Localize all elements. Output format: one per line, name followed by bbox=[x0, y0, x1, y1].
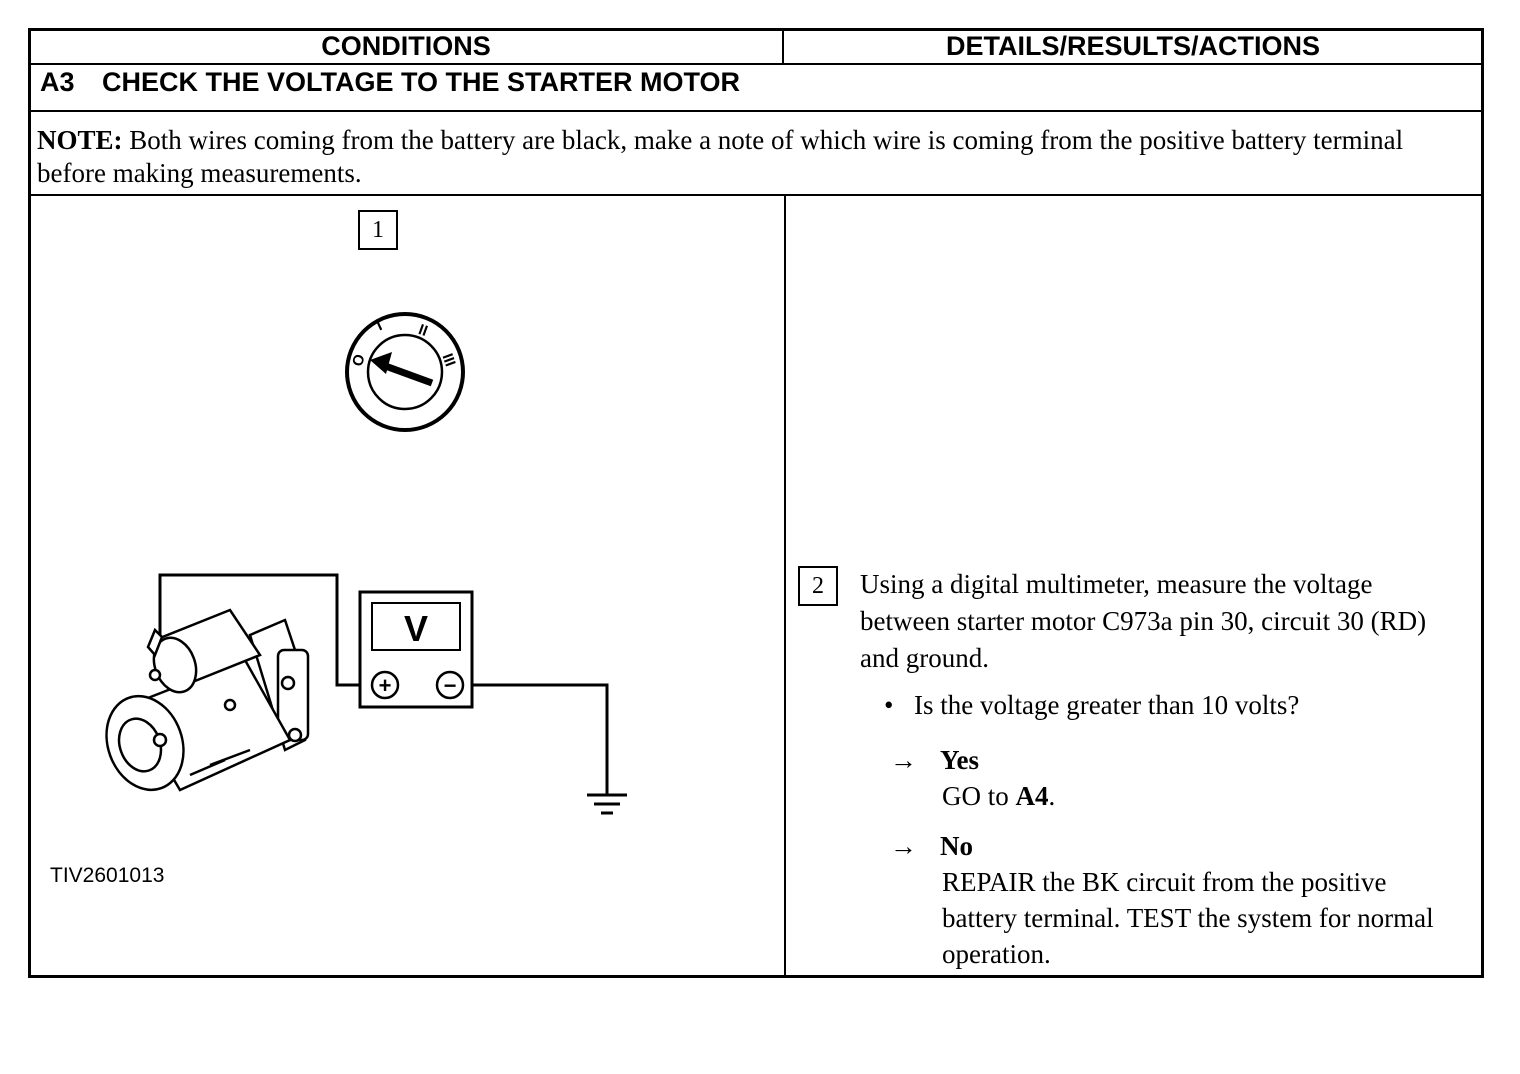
result-no-action: REPAIR the BK circuit from the positive battery terminal. TEST the system for normal operation. bbox=[942, 867, 1434, 969]
result-yes-action-ref: A4 bbox=[1015, 781, 1049, 811]
result-no-arrow: → bbox=[890, 831, 917, 861]
details-heading: DETAILS/RESULTS/ACTIONS bbox=[945, 31, 1320, 61]
meter-minus-symbol: − bbox=[443, 673, 457, 698]
question-bullet: • bbox=[884, 690, 894, 720]
section-title bbox=[40, 62, 740, 102]
note-paragraph bbox=[37, 124, 1457, 190]
note-divider bbox=[30, 194, 1482, 196]
conditions-heading: CONDITIONS bbox=[321, 31, 491, 61]
meter-display: V bbox=[403, 608, 429, 649]
result-yes-action-prefix: GO to bbox=[942, 781, 1016, 811]
section-title-divider bbox=[30, 110, 1482, 112]
meter-plus-symbol: + bbox=[378, 673, 392, 698]
result-no bbox=[890, 828, 1460, 972]
result-yes-action bbox=[942, 778, 1462, 814]
question-item bbox=[884, 690, 1299, 721]
ignition-position-0: O bbox=[349, 352, 369, 369]
note-text: Both wires coming from the battery are black, make a note of which wire is coming from the positive battery terminal before making measurements. bbox=[37, 125, 1404, 188]
ignition-position-2: II bbox=[416, 321, 430, 340]
result-yes-label: Yes bbox=[940, 745, 979, 775]
result-yes bbox=[890, 742, 1460, 816]
section-code: A3 bbox=[40, 67, 75, 97]
section-title-text: CHECK THE VOLTAGE TO THE STARTER MOTOR bbox=[102, 67, 741, 97]
step-2-instruction: Using a digital multimeter, measure the voltage between starter motor C973a pin 30, circuit 30 (RD) and ground. bbox=[860, 569, 1427, 673]
result-yes-action-suffix: . bbox=[1048, 781, 1056, 811]
ignition-position-3: III bbox=[438, 351, 459, 369]
starter-motor bbox=[100, 610, 308, 801]
starter-circuit-diagram bbox=[100, 565, 660, 835]
negative-test-lead bbox=[457, 685, 607, 795]
ignition-switch-diagram bbox=[330, 300, 480, 450]
body-column-divider bbox=[784, 195, 786, 977]
multimeter bbox=[360, 592, 472, 707]
ignition-position-1: I bbox=[373, 317, 385, 335]
question-text: Is the voltage greater than 10 volts? bbox=[914, 690, 1300, 720]
step-2-box: 2 bbox=[798, 566, 838, 606]
note-label: NOTE: bbox=[37, 125, 123, 155]
result-yes-arrow: → bbox=[890, 745, 917, 775]
figure-id: TIV2601013 bbox=[50, 864, 165, 887]
ground-symbol bbox=[587, 795, 627, 813]
step-1-box: 1 bbox=[358, 210, 398, 250]
result-no-label: No bbox=[940, 831, 973, 861]
